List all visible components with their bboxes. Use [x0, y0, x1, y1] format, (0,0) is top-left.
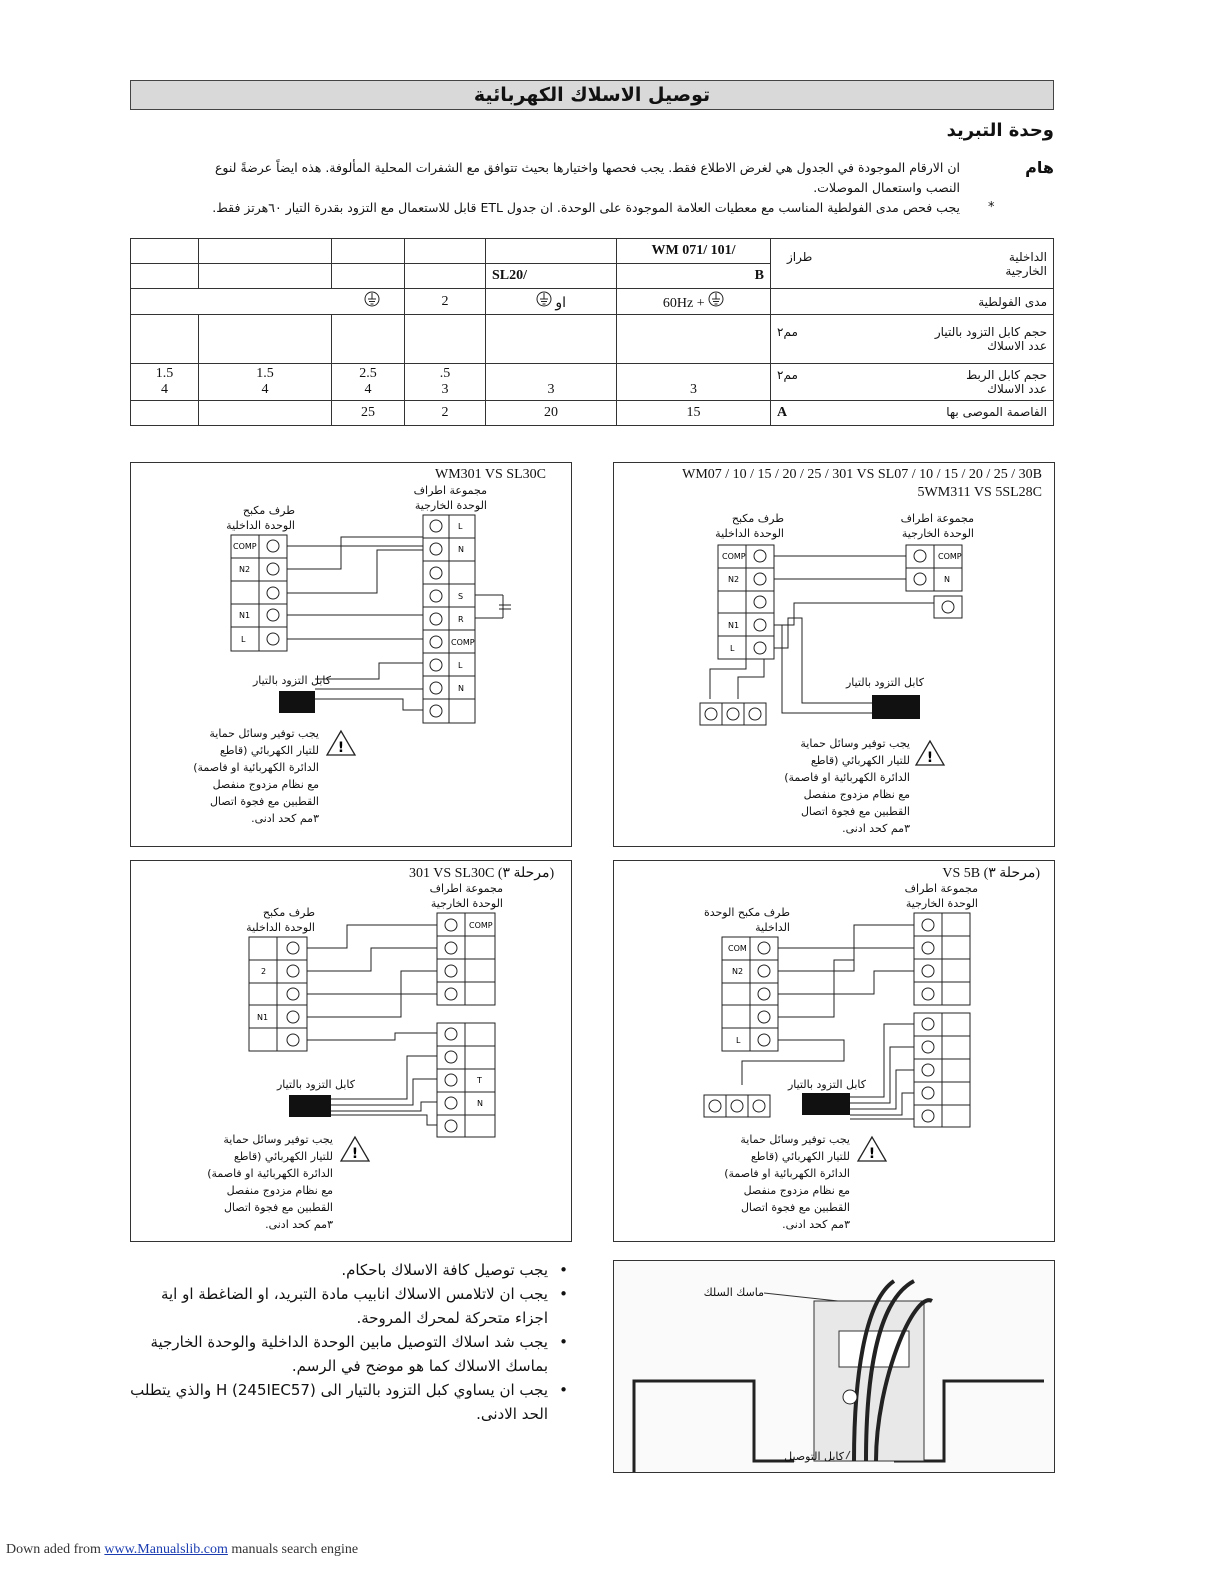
- tie-wires: 4: [364, 382, 372, 397]
- important-line-1: ان الارقام الموجودة في الجدول هي لغرض الاطلاع فقط. يجب فحصها واختيارها بحيث تتوافق مع الشفرات المحلية المألوفة. هذه ايضاً عرضةً لنوع النصب واستعمال الموصلات.: [214, 160, 960, 195]
- ground-icon: [708, 291, 724, 307]
- terminal-comp: COMP: [722, 552, 746, 561]
- tie-wires: 3: [547, 382, 555, 397]
- terminal-n2: N2: [239, 565, 251, 574]
- tie-size: .5: [439, 366, 451, 381]
- important-label: هام: [1025, 158, 1054, 177]
- diagram-title: 301 VS SL30C (مرحلة ٣): [409, 866, 555, 881]
- terminal-n2: N2: [728, 575, 740, 584]
- voltage-col2: [486, 289, 617, 315]
- diagram-title: VS 5B (مرحلة ٣): [942, 866, 1040, 881]
- terminal-com: COM: [728, 944, 747, 953]
- fuse-label-cell: [771, 401, 1054, 426]
- list-item: • يجب شد اسلاك التوصيل مابين الوحدة الداخلية والوحدة الخارجية بماسك الاسلاك كما هو موضح في الرسم.: [130, 1330, 570, 1378]
- terminal-n2: N2: [732, 967, 744, 976]
- clamp-drawing: [614, 1261, 1054, 1472]
- terminal-n: N: [458, 684, 464, 693]
- table-row: [131, 401, 1054, 426]
- fuse-cell: 2: [405, 401, 486, 426]
- warning-text: يجب توفير وسائل حماية للتيار الكهربائي (قاطع الدائرة الكهربائية او فاصمة) مع نظام مزدوج منفصل القطبين مع فجوة اتصال ٣مم كحد ادنى.: [193, 727, 319, 825]
- important-line-2: يجب فحص مدى الفولطية المناسب مع معطيات العلامة الموجودة على الوحدة. ان جدول ETL قابل للاستعمال مع التزود بقدرة التيار ٦٠هرتز فقط.: [212, 200, 960, 215]
- indoor-model: WM 071/ 101/: [617, 239, 771, 264]
- supply-cable-block: [279, 691, 315, 713]
- outdoor-terminal-label: مجموعة اطراف الوحدة الخارجية: [900, 512, 974, 540]
- indoor-terminal-label: طرف مكبح الوحدة الداخلية: [715, 512, 784, 540]
- terminal-s: S: [458, 592, 464, 601]
- supply-cable-label: [771, 315, 1054, 364]
- model-label: طراز: [787, 249, 813, 264]
- terminal-l: L: [730, 644, 735, 653]
- indoor-terminal-label: طرف مكبح الوحدة الداخلية: [246, 906, 315, 934]
- tie-wires-label: عدد الاسلاك: [987, 382, 1047, 396]
- warning-icon: [916, 741, 944, 766]
- tie-size-cell: [199, 364, 332, 401]
- terminal-n: N: [458, 545, 464, 554]
- manualslib-link[interactable]: www.Manualslib.com: [104, 1542, 228, 1557]
- tie-wires: 4: [261, 382, 269, 397]
- tie-size-cell: [131, 364, 199, 401]
- fuse-cell: 15: [617, 401, 771, 426]
- wire-clamp-label: ماسك السلك: [703, 1286, 764, 1299]
- tie-size-cell: [332, 364, 405, 401]
- terminal-comp: COMP: [938, 552, 962, 561]
- wiring-diagram-4: [130, 860, 572, 1242]
- terminal-comp: COMP: [451, 638, 475, 647]
- terminal-l: L: [458, 522, 463, 531]
- indoor-terminal-label: طرف مكبح الوحدة الداخلية: [226, 504, 295, 532]
- connection-cable-label: كابل التوصيل: [784, 1450, 844, 1463]
- note-star: *: [988, 200, 995, 215]
- supply-cable-block: [802, 1093, 850, 1115]
- table-row: [131, 364, 1054, 401]
- indoor-label: الداخلية: [1008, 249, 1047, 264]
- fuse-cell: [199, 401, 332, 426]
- supply-cable-label: كابل التزود بالتيار: [845, 676, 924, 689]
- list-item: • يجب ان لاتلامس الاسلاك انابيب مادة التبريد، او الضاغطة او اية اجزاء متحركة لمحرك المروحة.: [130, 1282, 570, 1330]
- tie-wires: 4: [161, 382, 168, 397]
- supply-cable-block: [872, 695, 920, 719]
- supply-cable-label: كابل التزود بالتيار: [276, 1078, 355, 1091]
- supply-cable-label: كابل التزود بالتيار: [252, 674, 331, 687]
- tie-size-label: حجم كابل الربط: [966, 368, 1047, 382]
- terminal-2: 2: [261, 967, 267, 976]
- tie-size-cell: [486, 364, 617, 401]
- ground-icon: [364, 291, 380, 307]
- diagram-title: WM07 / 10 / 15 / 20 / 25 / 301 VS SL07 / 10 / 15 / 20 / 25 / 30B: [682, 467, 1042, 482]
- outdoor-label: الخارجية: [1005, 263, 1047, 278]
- tie-wires: 3: [690, 382, 697, 397]
- warning-text: يجب توفير وسائل حماية للتيار الكهربائي (قاطع الدائرة الكهربائية او فاصمة) مع نظام مزدوج منفصل القطبين مع فجوة اتصال ٣مم كحد ادنى.: [784, 737, 910, 835]
- fuse-cell: [131, 401, 199, 426]
- tie-wires: 3: [441, 382, 449, 397]
- table-row: [131, 315, 1054, 364]
- voltage-col1: [617, 289, 771, 315]
- supply-cable-block: [289, 1095, 331, 1117]
- terminal-l: L: [736, 1036, 741, 1045]
- voltage-label: مدى الفولطية: [771, 289, 1054, 315]
- indoor-terminal-label: طرف مكبح الوحدة الداخلية: [703, 906, 790, 934]
- unit-mm2: مم٢: [777, 325, 798, 339]
- warning-icon: [341, 1137, 369, 1162]
- tie-size: 1.5: [256, 366, 274, 381]
- terminal-n: N: [944, 575, 950, 584]
- fuse-label: الفاصمة الموصى بها: [946, 405, 1047, 419]
- svg-text:!: !: [868, 1146, 876, 1162]
- table-row: [131, 239, 1054, 264]
- wiring-diagram-1: [613, 462, 1055, 847]
- wiring-diagram-2: [130, 462, 572, 847]
- tie-size-cell: [617, 364, 771, 401]
- terminal-l: L: [458, 661, 463, 670]
- terminal-comp: COMP: [469, 921, 493, 930]
- fuse-unit: A: [777, 405, 788, 420]
- outdoor-terminal-label: مجموعة اطراف الوحدة الخارجية: [413, 484, 487, 512]
- or-text: او: [555, 296, 567, 311]
- supply-wires-label: عدد الاسلاك: [987, 339, 1047, 353]
- outdoor-terminal-label: مجموعة اطراف الوحدة الخارجية: [904, 882, 978, 910]
- model-header: [771, 239, 1054, 289]
- svg-text:!: !: [351, 1146, 359, 1162]
- tie-size: 2.5: [359, 366, 377, 381]
- footer-prefix: Down aded from: [6, 1542, 101, 1557]
- svg-text:!: !: [337, 740, 345, 756]
- spec-table: [130, 238, 1054, 426]
- unit-mm2: مم٢: [777, 368, 798, 382]
- terminal-n1: N1: [257, 1013, 269, 1022]
- list-item: • يجب ان يساوي كبل التزود بالتيار الى H (245IEC57) والذي يتطلب الحد الادنى.: [130, 1378, 570, 1426]
- terminal-l: L: [241, 635, 246, 644]
- ground-symbol-cell: [131, 289, 405, 315]
- supply-size-label: حجم كابل التزود بالتيار: [934, 325, 1047, 339]
- warning-icon: [327, 731, 355, 756]
- supply-cable-label: كابل التزود بالتيار: [787, 1078, 866, 1091]
- warning-icon: [858, 1137, 886, 1162]
- outdoor-model: SL20/: [486, 264, 617, 289]
- wiring-notes: [130, 1258, 570, 1426]
- footer: [6, 1542, 358, 1558]
- outdoor-terminal-label: مجموعة اطراف الوحدة الخارجية: [429, 882, 503, 910]
- terminal-n1: N1: [728, 621, 740, 630]
- terminal-r: R: [458, 615, 464, 624]
- wiring-diagram-3: [613, 860, 1055, 1242]
- footer-suffix: manuals search engine: [231, 1542, 359, 1557]
- voltage-col3: 2: [405, 289, 486, 315]
- list-item: • يجب توصيل كافة الاسلاك باحكام.: [130, 1258, 570, 1282]
- page-title: توصيل الاسلاك الكهربائية: [130, 80, 1054, 110]
- table-row: [131, 289, 1054, 315]
- terminal-comp: COMP: [233, 542, 257, 551]
- tie-cable-label: [771, 364, 1054, 401]
- wiring-schematic: [131, 861, 571, 1241]
- voltage-60hz: 60Hz +: [662, 296, 705, 311]
- warning-text: يجب توفير وسائل حماية للتيار الكهربائي (قاطع الدائرة الكهربائية او فاصمة) مع نظام مزدوج منفصل القطبين مع فجوة اتصال ٣مم كحد ادنى.: [207, 1133, 333, 1231]
- important-note: [190, 158, 960, 218]
- indoor-suffix: B: [617, 264, 771, 289]
- tie-size: 1.5: [155, 366, 174, 381]
- diagram-title: WM301 VS SL30C: [435, 467, 546, 482]
- section-title: وحدة التبريد: [946, 120, 1054, 141]
- fuse-cell: 25: [332, 401, 405, 426]
- wire-clamp-illustration: [613, 1260, 1055, 1473]
- fuse-cell: 20: [486, 401, 617, 426]
- terminal-t: T: [477, 1076, 482, 1085]
- ground-icon: [536, 291, 552, 307]
- terminal-n1: N1: [239, 611, 251, 620]
- diagram-subtitle: 5WM311 VS 5SL28C: [917, 485, 1042, 500]
- svg-text:!: !: [926, 750, 934, 766]
- terminal-n: N: [477, 1099, 483, 1108]
- tie-size-cell: [405, 364, 486, 401]
- warning-text: يجب توفير وسائل حماية للتيار الكهربائي (قاطع الدائرة الكهربائية او فاصمة) مع نظام مزدوج منفصل القطبين مع فجوة اتصال ٣مم كحد ادنى.: [724, 1133, 850, 1231]
